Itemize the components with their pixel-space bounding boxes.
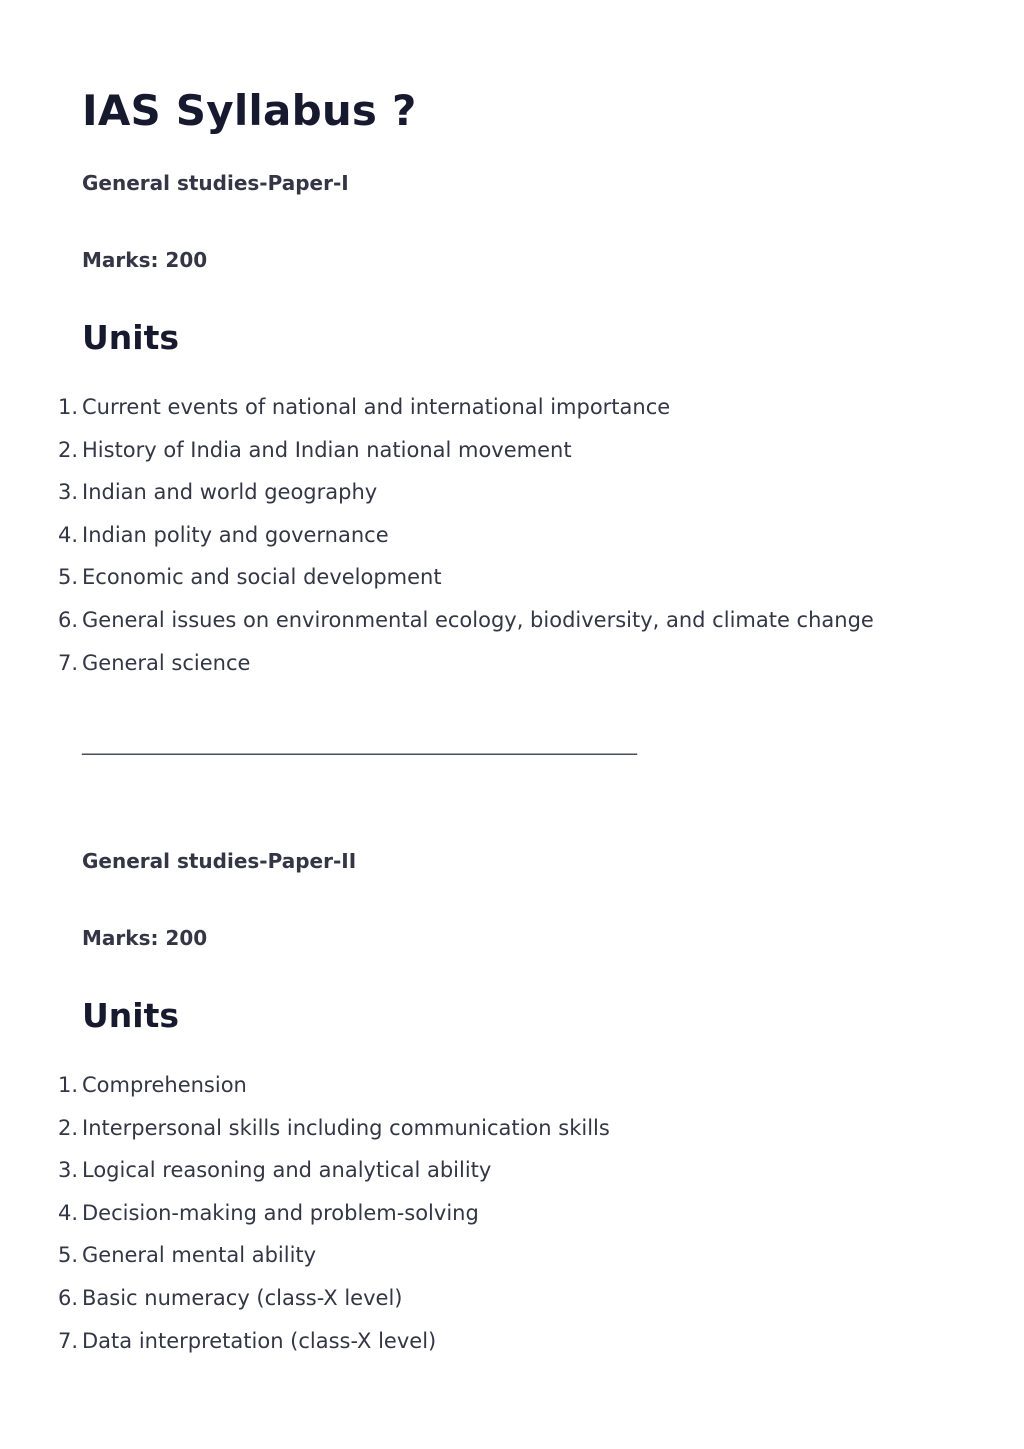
list-item	[0, 429, 1024, 472]
list-item-text: Indian and world geography	[82, 480, 378, 505]
list-item	[0, 1320, 1024, 1363]
divider-underscores: ________________________________________________________	[82, 731, 637, 755]
list-item-text: General science	[82, 650, 251, 675]
list-item-text: General issues on environmental ecology, biodiversity, and climate change	[82, 607, 874, 632]
paper-1-title: General studies-Paper-I	[82, 171, 349, 195]
list-item	[0, 1149, 1024, 1192]
list-item-number: 5.	[58, 565, 79, 590]
list-item-text: Logical reasoning and analytical ability	[82, 1158, 492, 1183]
list-item-number: 1.	[58, 1073, 79, 1097]
list-item	[0, 514, 1024, 557]
list-item-number: 7.	[58, 650, 79, 675]
list-item	[0, 1192, 1024, 1235]
page-title: IAS Syllabus ?	[82, 86, 417, 135]
list-item-number: 2.	[58, 437, 79, 462]
paper-2-title: General studies-Paper-II	[82, 849, 357, 873]
paper-1-units-heading: Units	[82, 318, 180, 357]
list-item	[0, 1107, 1024, 1150]
list-item-text: Comprehension	[82, 1073, 247, 1097]
list-item-number: 1.	[58, 395, 79, 419]
list-item-number: 4.	[58, 522, 79, 547]
list-item	[0, 1234, 1024, 1277]
paper-1-units-list	[0, 386, 1024, 684]
list-item	[0, 599, 1024, 642]
list-item-text: General mental ability	[82, 1243, 317, 1268]
paper-1-marks: Marks: 200	[82, 248, 208, 272]
list-item-text: Interpersonal skills including communication skills	[82, 1115, 610, 1140]
paper-2-units-heading: Units	[82, 996, 180, 1035]
list-item-number: 6.	[58, 1285, 79, 1310]
list-item-text: Economic and social development	[82, 565, 442, 590]
list-item-text: Current events of national and international importance	[82, 395, 671, 419]
list-item	[0, 386, 1024, 429]
list-item	[0, 1064, 1024, 1107]
list-item-number: 3.	[58, 480, 79, 505]
list-item-number: 3.	[58, 1158, 79, 1183]
paper-2-marks: Marks: 200	[82, 926, 208, 950]
list-item-text: Decision-making and problem-solving	[82, 1200, 479, 1225]
list-item	[0, 642, 1024, 685]
list-item-number: 4.	[58, 1200, 79, 1225]
list-item-text: Basic numeracy (class-X level)	[82, 1285, 403, 1310]
list-item-text: Indian polity and governance	[82, 522, 389, 547]
list-item	[0, 556, 1024, 599]
list-item-number: 5.	[58, 1243, 79, 1268]
list-item-text: History of India and Indian national movement	[82, 437, 572, 462]
list-item-number: 2.	[58, 1115, 79, 1140]
paper-2-units-list	[0, 1064, 1024, 1362]
list-item-number: 6.	[58, 607, 79, 632]
list-item-number: 7.	[58, 1328, 79, 1353]
list-item-text: Data interpretation (class-X level)	[82, 1328, 437, 1353]
list-item	[0, 471, 1024, 514]
list-item	[0, 1277, 1024, 1320]
